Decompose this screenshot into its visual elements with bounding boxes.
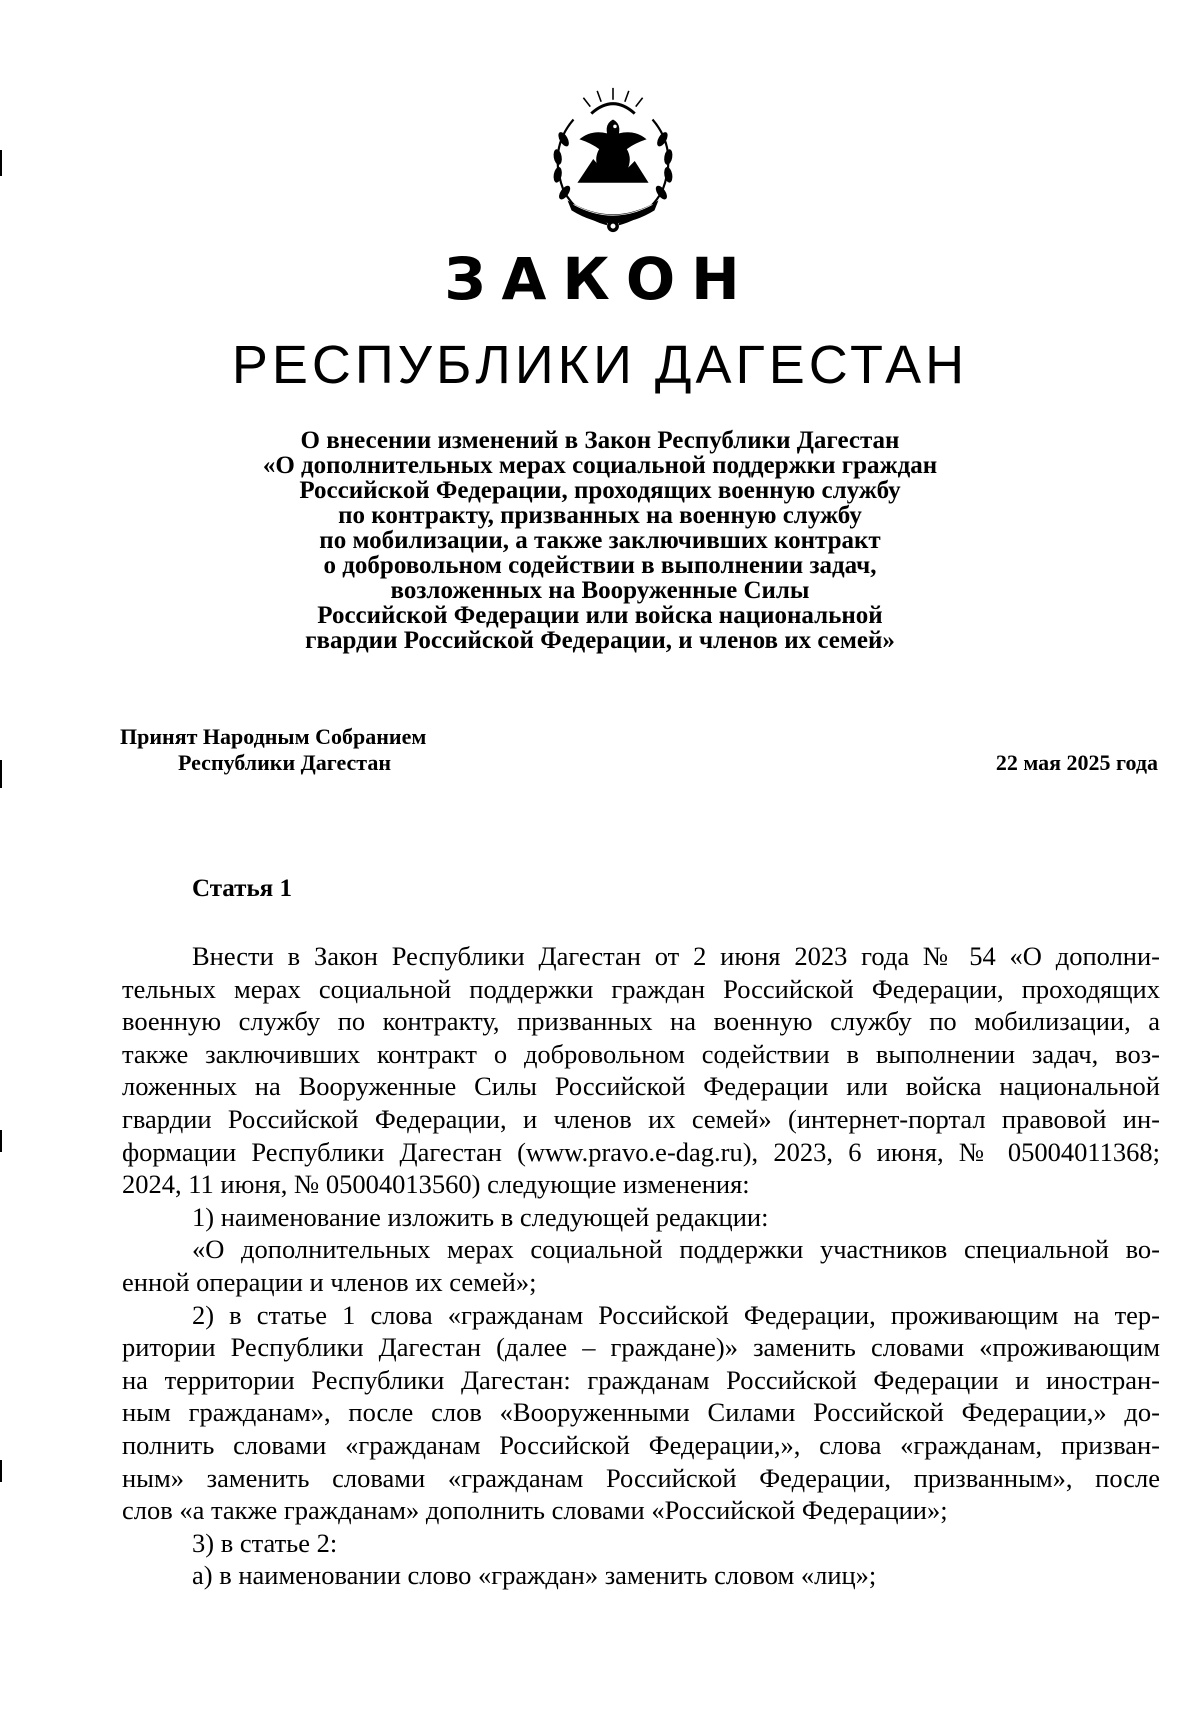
article-text-line: гвардии Российской Федерации, и членов их семей» (интернет-портал правовой ин- (122, 1103, 1160, 1134)
scan-margin-mark (0, 760, 2, 788)
coat-of-arms-emblem (534, 80, 692, 238)
article-text-line: ритории Республики Дагестан (далее – граждане)» заменить словами «проживающим (122, 1332, 1160, 1363)
article-text-line: «О дополнительных мерах социальной поддержки участников специальной во- (192, 1234, 1160, 1265)
article-text-line: военную службу по контракту, призванных на военную службу по мобилизации, а (122, 1006, 1160, 1037)
subject-line: О внесении изменений в Закон Республики Дагестан (300, 427, 900, 454)
article-text-line: Внести в Закон Республики Дагестан от 2 июня 2023 года № 54 «О дополни- (192, 941, 1160, 971)
scan-margin-mark (0, 1460, 2, 1482)
article-text-line: 3) в статье 2: (192, 1527, 338, 1558)
article-text-line: енной операции и членов их семей»; (122, 1266, 537, 1297)
article-text-line: ным гражданам», после слов «Вооруженными Силами Российской Федерации,» до- (122, 1397, 1160, 1428)
subject-line: по мобилизации, а также заключивших контракт (319, 527, 881, 554)
article-body (122, 940, 1160, 1592)
law-subject-heading (150, 428, 1050, 653)
article-text-line: ложенных на Вооруженные Силы Российской Федерации или войска национальной (122, 1071, 1160, 1102)
article-text-line: 2) в статье 1 слова «гражданам Российской Федерации, проживающим на тер- (192, 1299, 1160, 1330)
subject-line: Российской Федерации или войска национальной (317, 602, 883, 629)
subject-line: «О дополнительных мерах социальной поддержки граждан (262, 452, 938, 479)
article-text-line: ным» заменить словами «гражданам Российской Федерации, призванным», после (122, 1462, 1160, 1493)
article-text-line: 2024, 11 июня, № 05004013560) следующие изменения: (122, 1169, 750, 1200)
subject-line: о добровольном содействии в выполнении задач, (323, 552, 877, 579)
adoption-line-2: Республики Дагестан (178, 750, 392, 775)
article-title: Статья 1 (192, 875, 292, 902)
article-text-line: 1) наименование изложить в следующей редакции: (192, 1201, 769, 1232)
adoption-line-1: Принят Народным Собранием (120, 724, 427, 749)
article-text-line: тельных мерах социальной поддержки граждан Российской Федерации, проходящих (122, 973, 1160, 1004)
subject-line: гвардии Российской Федерации, и членов их семей» (305, 627, 895, 654)
article-text-line: на территории Республики Дагестан: гражданам Российской Федерации и иностран- (122, 1364, 1160, 1395)
subject-line: по контракту, призванных на военную службу (338, 502, 862, 529)
document-title: ЗАКОН (444, 245, 756, 313)
scan-margin-mark (0, 1130, 2, 1152)
adoption-note (120, 724, 426, 776)
adoption-date: 22 мая 2025 года (995, 750, 1158, 775)
document-subtitle: РЕСПУБЛИКИ ДАГЕСТАН (231, 335, 969, 395)
scan-margin-mark (0, 150, 2, 176)
article-text-line: также заключивших контракт о добровольном содействии в выполнении задач, воз- (122, 1038, 1160, 1069)
subject-line: Российской Федерации, проходящих военную службу (299, 477, 901, 504)
article-text-line: полнить словами «гражданам Российской Федерации,», слова «гражданам, призван- (122, 1429, 1160, 1460)
article-text-line: слов «а также гражданам» дополнить словами «Российской Федерации»; (122, 1495, 948, 1526)
article-text-line: формации Республики Дагестан (www.pravo.e-dag.ru), 2023, 6 июня, № 05004011368; (122, 1136, 1160, 1167)
subject-line: возложенных на Вооруженные Силы (390, 577, 810, 604)
article-text-line: а) в наименовании слово «граждан» заменить словом «лиц»; (192, 1560, 877, 1591)
